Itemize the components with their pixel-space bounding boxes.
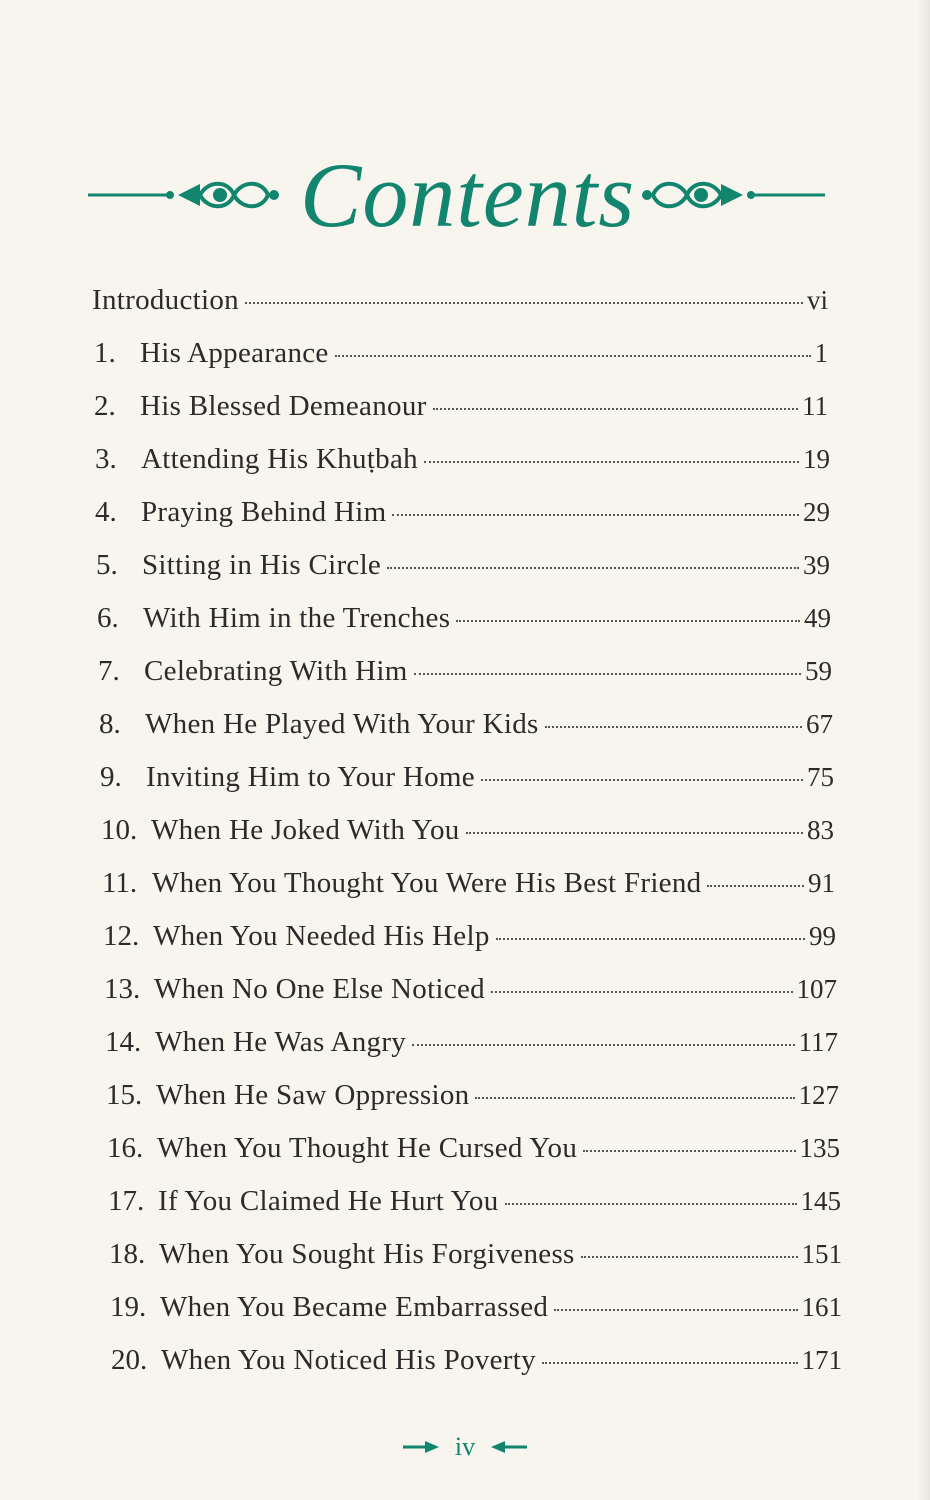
- page-title: Contents: [300, 144, 636, 246]
- toc-entry-title: When He Joked With You: [151, 814, 460, 846]
- toc-entry-number: 11.: [102, 867, 138, 899]
- dot-leader: [433, 408, 798, 410]
- toc-entry[interactable]: [108, 1185, 841, 1225]
- dot-leader: [245, 302, 803, 304]
- toc-entry-title: When He Played With Your Kids: [145, 708, 539, 740]
- toc-entry-page: 161: [801, 1292, 842, 1322]
- toc-entry[interactable]: [95, 443, 830, 483]
- toc-entry-title: When He Was Angry: [155, 1026, 407, 1058]
- toc-entry-number: 2.: [94, 390, 116, 422]
- toc-entry-page: vi: [806, 285, 828, 315]
- page-footer: [0, 1432, 930, 1462]
- toc-entry-page: 117: [798, 1027, 838, 1057]
- dot-leader: [475, 1097, 794, 1099]
- dot-leader: [335, 355, 811, 357]
- dot-leader: [581, 1256, 798, 1258]
- toc-entry-title: His Appearance: [140, 337, 329, 369]
- left-arrow-ornament-icon: [403, 1439, 443, 1455]
- toc-entry-title: Sitting in His Circle: [142, 549, 382, 581]
- toc-entry-number: 7.: [98, 655, 120, 687]
- toc-entry-title: His Blessed Demeanour: [140, 390, 427, 422]
- toc-entry[interactable]: [96, 549, 830, 589]
- dot-leader: [505, 1203, 797, 1205]
- toc-entry[interactable]: [103, 920, 836, 960]
- toc-entry-page: 67: [806, 709, 833, 739]
- dot-leader: [392, 514, 799, 516]
- toc-entry-number: 18.: [109, 1238, 146, 1270]
- toc-entry-number: 10.: [101, 814, 138, 846]
- toc-entry-title: Attending His Khuṭbah: [141, 443, 418, 475]
- toc-entry[interactable]: [100, 761, 834, 801]
- toc-entry-title: When You Thought You Were His Best Friend: [152, 867, 702, 899]
- toc-entry-title: If You Claimed He Hurt You: [158, 1185, 499, 1217]
- toc-entry-page: 91: [808, 868, 835, 898]
- toc-entry-number: 4.: [95, 496, 117, 528]
- toc-entry[interactable]: [102, 867, 835, 907]
- toc-entry-page: 49: [804, 603, 831, 633]
- toc-entry[interactable]: [105, 1026, 838, 1066]
- toc-entry-page: 11: [802, 391, 828, 421]
- toc-entry-page: 83: [807, 815, 834, 845]
- dot-leader: [387, 567, 799, 569]
- toc-entry-title: When You Needed His Help: [153, 920, 490, 952]
- toc-entry-page: 99: [809, 921, 836, 951]
- toc-entry-title: When You Sought His Forgiveness: [159, 1238, 575, 1270]
- toc-entry-page: 145: [800, 1186, 841, 1216]
- toc-entry-page: 19: [803, 444, 830, 474]
- toc-entry-page: 1: [814, 338, 828, 368]
- dot-leader: [412, 1044, 794, 1046]
- dot-leader: [542, 1362, 798, 1364]
- toc-entry-page: 127: [798, 1080, 839, 1110]
- toc-entry[interactable]: [107, 1132, 840, 1172]
- left-flourish-icon: [88, 170, 288, 220]
- dot-leader: [707, 885, 804, 887]
- toc-entry-page: 107: [796, 974, 837, 1004]
- toc-entry-page: 135: [799, 1133, 840, 1163]
- toc-entry[interactable]: [92, 284, 828, 324]
- dot-leader: [554, 1309, 797, 1311]
- toc-entry-number: 5.: [96, 549, 118, 581]
- toc-entry-number: 14.: [105, 1026, 142, 1058]
- toc-entry-title: When He Saw Oppression: [156, 1079, 470, 1111]
- toc-entry-number: 20.: [111, 1344, 148, 1376]
- toc-entry-title: When You Became Embarrassed: [160, 1291, 549, 1323]
- toc-entry[interactable]: [101, 814, 834, 854]
- toc-entry-number: 8.: [99, 708, 121, 740]
- toc-entry-title: Inviting Him to Your Home: [146, 761, 475, 793]
- toc-entry-number: 6.: [97, 602, 119, 634]
- toc-entry-page: 29: [803, 497, 830, 527]
- toc-entry-page: 171: [801, 1345, 842, 1375]
- toc-entry-page: 151: [801, 1239, 842, 1269]
- toc-entry[interactable]: [97, 602, 831, 642]
- toc-entry-number: 17.: [108, 1185, 145, 1217]
- toc-entry-number: 19.: [110, 1291, 147, 1323]
- toc-entry[interactable]: [104, 973, 837, 1013]
- toc-entry[interactable]: [94, 337, 828, 377]
- toc-entry[interactable]: [95, 496, 830, 536]
- dot-leader: [496, 938, 805, 940]
- toc-entry-number: 16.: [107, 1132, 144, 1164]
- toc-entry[interactable]: [98, 655, 832, 695]
- toc-entry-title: When No One Else Noticed: [154, 973, 485, 1005]
- dot-leader: [456, 620, 800, 622]
- right-flourish-icon: [633, 170, 833, 220]
- toc-entry-title: When You Thought He Cursed You: [157, 1132, 578, 1164]
- dot-leader: [481, 779, 803, 781]
- toc-entry-page: 75: [807, 762, 834, 792]
- toc-entry-page: 39: [803, 550, 830, 580]
- toc-entry-title: When You Noticed His Poverty: [161, 1344, 536, 1376]
- dot-leader: [583, 1150, 795, 1152]
- toc-entry-page: 59: [805, 656, 832, 686]
- toc-entry[interactable]: [109, 1238, 842, 1278]
- page-number: iv: [454, 1432, 476, 1461]
- toc-entry[interactable]: [94, 390, 828, 430]
- toc-entry-number: 13.: [104, 973, 141, 1005]
- toc-entry-title: Introduction: [92, 284, 239, 316]
- toc-entry-title: With Him in the Trenches: [143, 602, 451, 634]
- toc-entry-number: 9.: [100, 761, 122, 793]
- dot-leader: [414, 673, 801, 675]
- toc-entry-number: 15.: [106, 1079, 143, 1111]
- toc-entry-number: 1.: [94, 337, 116, 369]
- toc-entry[interactable]: [106, 1079, 839, 1119]
- dot-leader: [491, 991, 793, 993]
- toc-entry[interactable]: [111, 1344, 842, 1384]
- toc-entry-number: 12.: [103, 920, 140, 952]
- toc-entry[interactable]: [99, 708, 833, 748]
- toc-entry-title: Praying Behind Him: [141, 496, 387, 528]
- dot-leader: [545, 726, 802, 728]
- dot-leader: [466, 832, 803, 834]
- toc-entry-number: 3.: [95, 443, 117, 475]
- right-arrow-ornament-icon: [487, 1439, 527, 1455]
- dot-leader: [424, 461, 799, 463]
- contents-header: [0, 140, 930, 260]
- toc-entry[interactable]: [110, 1291, 842, 1331]
- toc-entry-title: Celebrating With Him: [144, 655, 408, 687]
